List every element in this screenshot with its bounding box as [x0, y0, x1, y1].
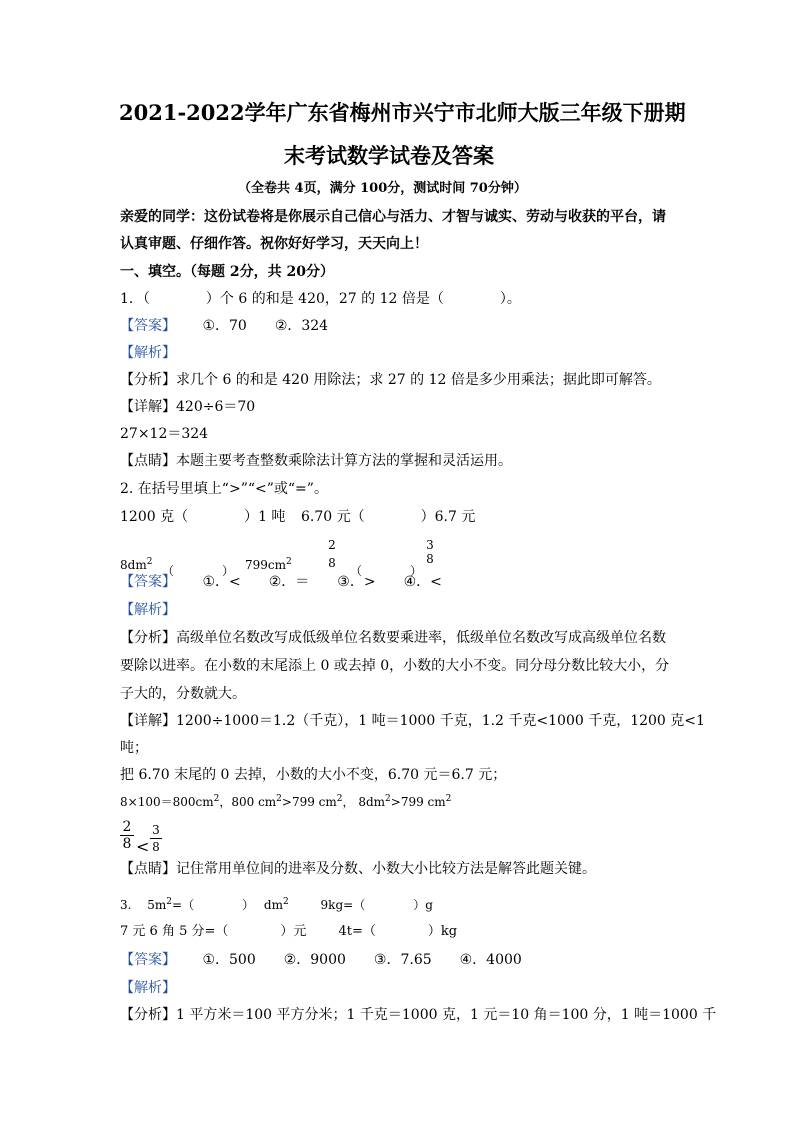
intro-line1: 亲爱的同学：这份试卷将是你展示自己信心与活力、才智与诚实、劳动与收获的平台，请 [120, 209, 666, 225]
sup-2d: 2 [276, 794, 282, 804]
section1-heading: 一、填空。（每题 2分，共 20分） [120, 264, 334, 280]
doc-title-line1: 2021-2022学年广东省梅州市兴宁市北师大版三年级下册期 [119, 100, 686, 125]
q3-num: 3. [120, 898, 132, 912]
q3-line1 [120, 896, 433, 914]
q2-answers: ①．< ②．＝ ③．> ④．< [202, 574, 442, 590]
fraction-2-8-detail [120, 820, 134, 851]
q2-detail4 [120, 793, 451, 811]
q3-answers: ①．500 ②．9000 ③．7.65 ④．4000 [202, 952, 522, 968]
answer-tag: 【答案】 [120, 952, 176, 968]
sup-2h: 2 [166, 897, 173, 907]
sup-2f: 2 [385, 794, 391, 804]
q2-detail4e: >799 cm [390, 795, 446, 809]
q3-fenxi: 1 平方米＝100 平方分米；1 千克＝1000 克，1 元＝10 角＝100 分，1 吨＝1000 千 [176, 1007, 717, 1023]
q3-line1b: =（ ） [172, 898, 255, 912]
q2-line1a: 1200 克（ ）1 吨 [120, 509, 286, 525]
fenxi-tag: 【分析】 [120, 1007, 176, 1023]
doc-subtitle: （全卷共 4页，满分 100分，测试时间 70分钟） [238, 181, 527, 196]
sup-2: 2 [146, 557, 153, 567]
q2-detail2: 吨； [120, 740, 148, 756]
q1-detail2: 27×12＝324 [120, 426, 209, 442]
fraction-3-8-detail [150, 823, 162, 854]
analysis-tag: 【解析】 [120, 345, 176, 361]
q2-fenxi2: 要除以进率。在小数的末尾添上 0 或去掉 0，小数的大小不变。同分母分数比较大小，分 [120, 658, 670, 674]
frac-denominator: 8 [152, 840, 160, 854]
analysis-tag: 【解析】 [120, 602, 176, 618]
q2-detail3: 把 6.70 末尾的 0 去掉，小数的大小不变，6.70 元＝6.7 元； [120, 767, 507, 783]
point-tag: 【点睛】 [120, 861, 176, 877]
sup-2c: 2 [213, 794, 220, 804]
frac-numerator: 2 [122, 819, 132, 835]
detail-tag: 【详解】 [120, 399, 176, 415]
analysis-tag: 【解析】 [120, 980, 176, 996]
q2-detail1: 1200÷1000＝1.2（千克），1 吨＝1000 千克，1.2 千克<1000 千克，1200 克<1 [176, 713, 705, 729]
q2-8dm: 8dm [120, 558, 147, 572]
answer-tag: 【答案】 [120, 318, 176, 334]
fraction-bar [150, 838, 162, 839]
q2-fenxi1: 高级单位名数改写成低级单位名数要乘进率，低级单位名数改写成高级单位名数 [176, 630, 666, 646]
q1-detail1: 420÷6＝70 [176, 399, 256, 415]
q3-line2b: 4t=（ ）kg [338, 924, 458, 939]
q2-paren-1: （ ） [162, 564, 235, 578]
detail-tag: 【详解】 [120, 713, 176, 729]
frac-numerator: 3 [152, 823, 160, 837]
q1-question: 1．（ ）个 6 的和是 420，27 的 12 倍是（ ）。 [120, 291, 521, 307]
q2-detail4a: 8×100＝800cm [120, 795, 214, 809]
q2-paren-2: （ ） [350, 564, 423, 578]
q1-fenxi: 求几个 6 的和是 420 用除法；求 27 的 12 倍是多少用乘法；据此即可解答。 [176, 372, 661, 388]
lt-sign: < [136, 837, 150, 856]
intro-line2: 认真审题、仔细作答。祝你好好学习，天天向上！ [120, 236, 428, 252]
q3-5m: 5m [147, 898, 167, 912]
sup-2e: 2 [336, 794, 343, 804]
q2-799cm: 799cm [245, 558, 287, 572]
q2-detail4c: >799 cm [281, 795, 337, 809]
q3-line2 [120, 923, 457, 941]
q2-line1b: 6.70 元（ ）6.7 元 [301, 509, 476, 525]
fraction-2-8 [326, 538, 338, 570]
q2-fenxi3: 子大的，分数就大。 [120, 686, 246, 702]
q2-question: 2. 在括号里填上“>”“<”或“=”。 [120, 481, 328, 497]
q2-point: 记住常用单位间的进率及分数、小数大小比较方法是解答此题关键。 [176, 861, 596, 877]
answer-tag: 【答案】 [120, 574, 176, 590]
fenxi-tag: 【分析】 [120, 630, 176, 646]
q2-detail4b: ，800 cm [219, 795, 277, 809]
q3-line2a: 7 元 6 角 5 分=（ ）元 [120, 924, 307, 939]
fenxi-tag: 【分析】 [120, 372, 176, 388]
frac-denominator: 8 [426, 552, 434, 566]
doc-title-line2: 末考试数学试卷及答案 [284, 143, 494, 168]
frac-denominator: 8 [122, 836, 132, 852]
frac-denominator: 8 [328, 556, 336, 570]
sup-2b: 2 [286, 557, 292, 567]
point-tag: 【点睛】 [120, 453, 176, 469]
q1-answers: ①．70 ②．324 [202, 318, 329, 334]
sup-2g: 2 [445, 794, 452, 804]
fraction-3-8 [424, 538, 436, 566]
sup-2i: 2 [282, 897, 289, 907]
q3-line1d: 9kg=（ ）g [320, 898, 433, 912]
q1-point: 本题主要考查整数乘除法计算方法的掌握和灵活运用。 [176, 453, 512, 469]
q3-dm: dm [263, 898, 283, 912]
frac-numerator: 3 [426, 538, 434, 552]
frac-numerator: 2 [328, 538, 336, 552]
q2-detail4d: ， 8dm [342, 795, 386, 809]
